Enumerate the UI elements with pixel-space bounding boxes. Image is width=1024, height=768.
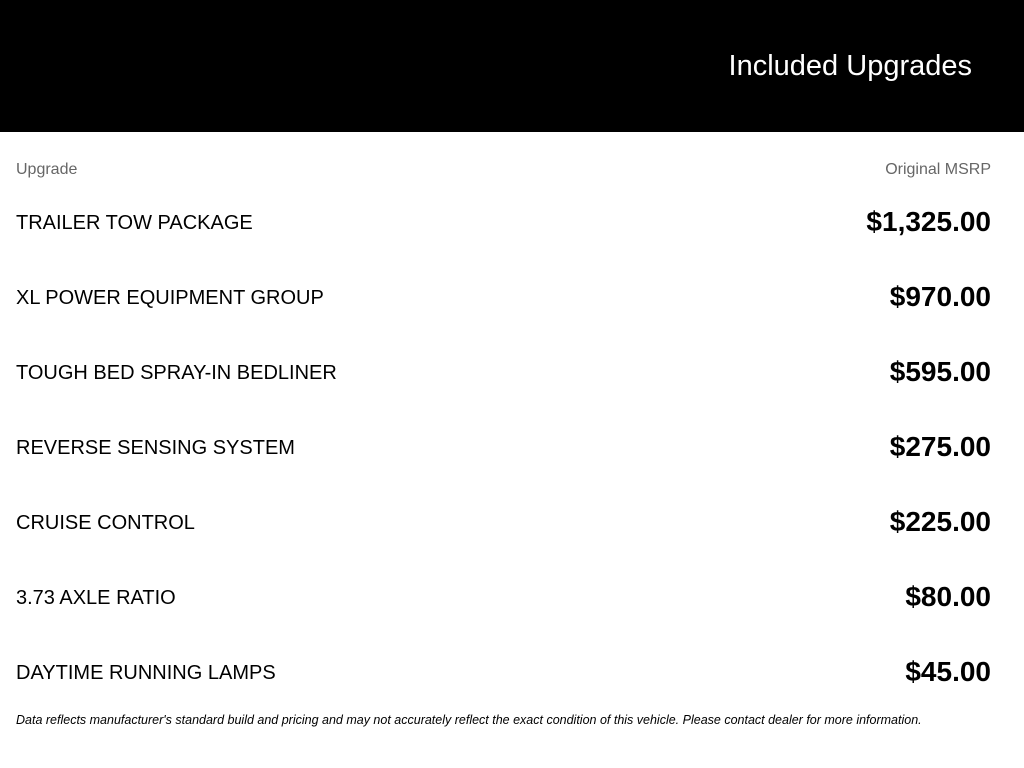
- header-banner: [0, 0, 1024, 132]
- list-item: [0, 272, 1024, 347]
- list-item: [0, 197, 1024, 272]
- upgrade-name: CRUISE CONTROL: [16, 512, 195, 534]
- upgrade-price: $1,325.00: [866, 206, 991, 237]
- page-title: Included Upgrades: [728, 50, 972, 82]
- list-item: [0, 347, 1024, 422]
- upgrade-name: 3.73 AXLE RATIO: [16, 587, 176, 609]
- upgrade-name: DAYTIME RUNNING LAMPS: [16, 662, 276, 684]
- upgrade-name: REVERSE SENSING SYSTEM: [16, 437, 295, 459]
- upgrade-name: TRAILER TOW PACKAGE: [16, 212, 253, 234]
- upgrade-price: $595.00: [889, 356, 991, 387]
- upgrade-price: $970.00: [889, 281, 991, 312]
- list-item: [0, 647, 1024, 722]
- upgrade-name: TOUGH BED SPRAY-IN BEDLINER: [16, 362, 337, 384]
- column-header-msrp: Original MSRP: [885, 161, 991, 178]
- list-item: [0, 572, 1024, 647]
- column-header-upgrade: Upgrade: [16, 161, 78, 178]
- upgrade-name: XL POWER EQUIPMENT GROUP: [16, 287, 324, 309]
- upgrades-list: [0, 197, 1024, 722]
- disclaimer-text: Data reflects manufacturer's standard build and pricing and may not accurately reflect the exact condition of this vehicle. Please contact dealer for more information.: [16, 713, 922, 727]
- list-item: [0, 497, 1024, 572]
- upgrade-price: $275.00: [889, 431, 991, 462]
- upgrade-price: $225.00: [889, 506, 991, 537]
- list-item: [0, 422, 1024, 497]
- upgrade-price: $45.00: [905, 656, 991, 687]
- upgrade-price: $80.00: [905, 581, 991, 612]
